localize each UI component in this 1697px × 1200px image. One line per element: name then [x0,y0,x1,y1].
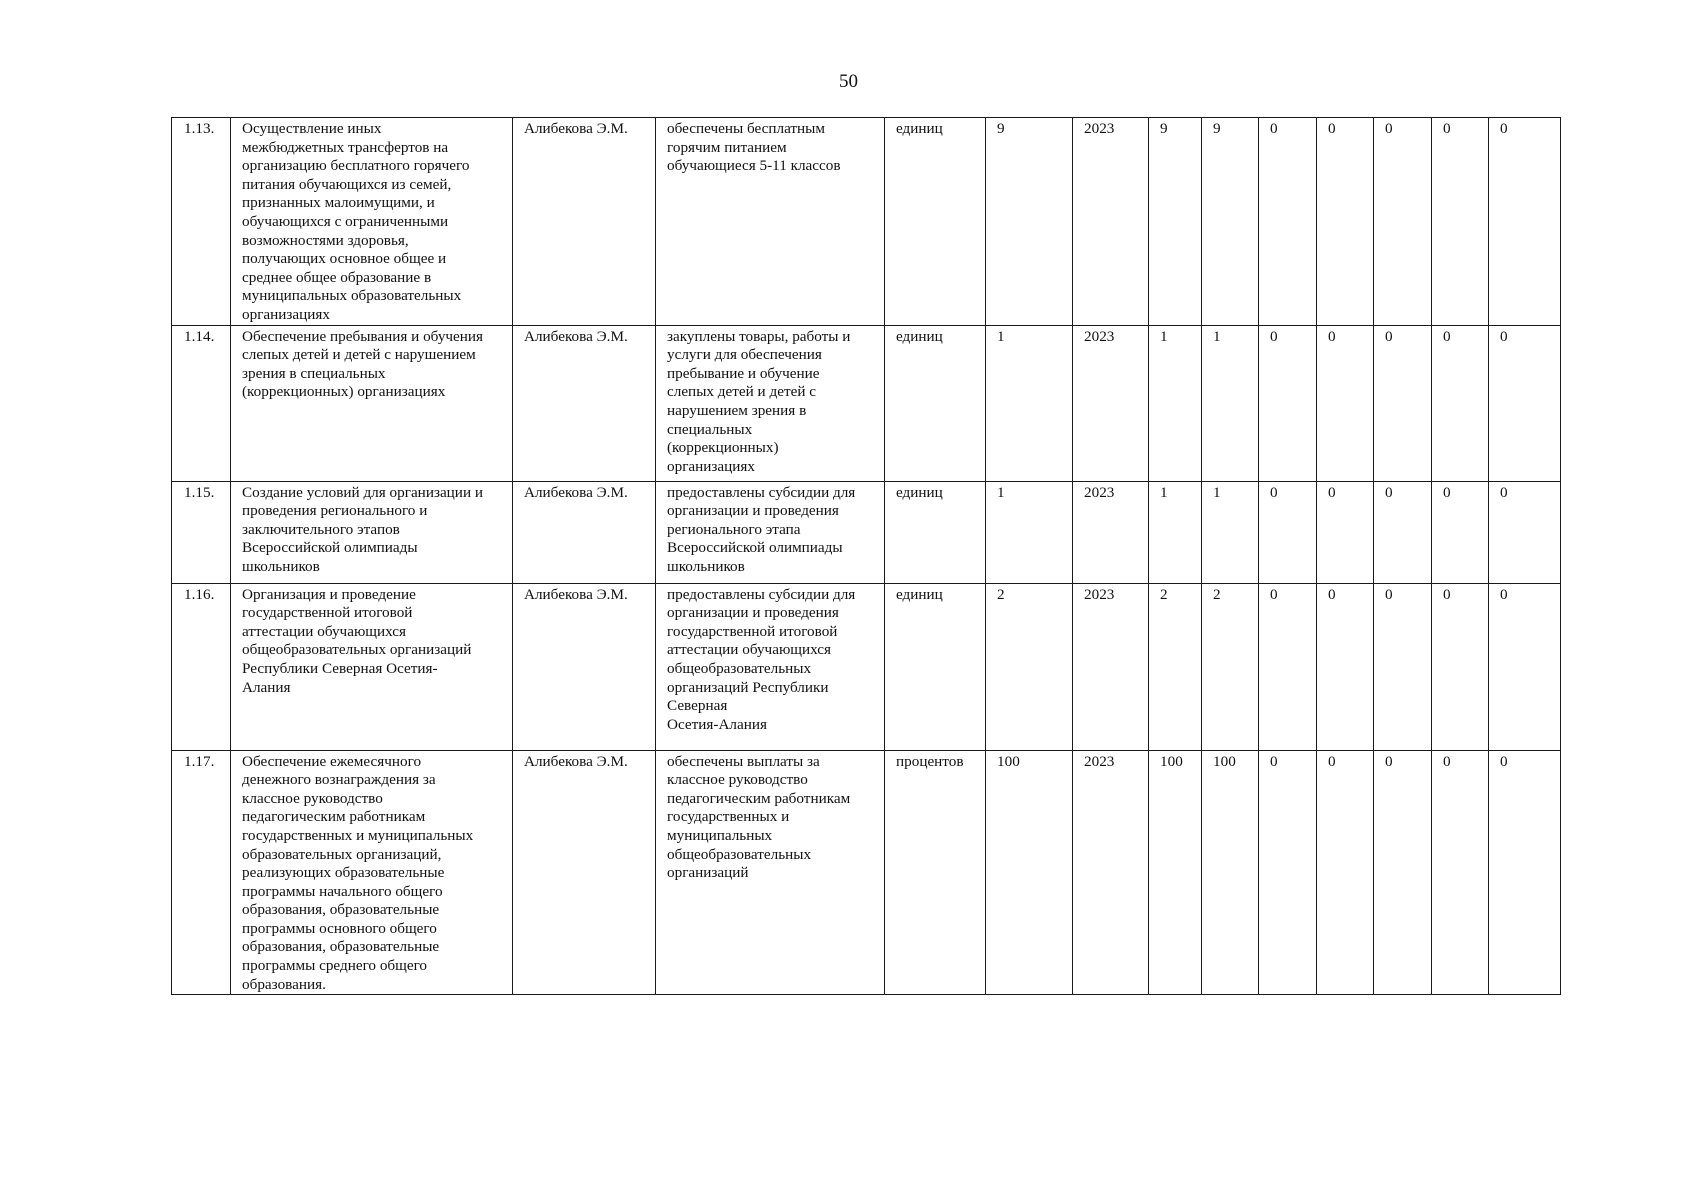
value-cell: 100 [1149,750,1202,995]
value-cell: 0 [1489,750,1561,995]
table-row [172,481,1561,583]
value-cell: 1 [1149,481,1202,583]
value-cell: 0 [1489,583,1561,750]
value-cell: 100 [1202,750,1259,995]
value-cell: 0 [1317,583,1374,750]
base-year: 2023 [1073,583,1149,750]
unit-of-measure: единиц [885,325,986,481]
value-cell: 0 [1259,750,1317,995]
event-name: Обеспечение ежемесячного денежного вознаграждения за классное руководство педагогическим работникам государственных и муниципальных образовательных организаций, реализующих образовательные программы начального общего образования, образовательные программы основного общего образования, образовательные программы среднего общего образования. [231,750,513,995]
event-name: Осуществление иных межбюджетных трансфертов на организацию бесплатного горячего питания обучающихся из семей, признанных малоимущими, и обучающихся с ограниченными возможностями здоровья, получающих основное общее и среднее общее образование в муниципальных образовательных организациях [231,118,513,326]
responsible-person: Алибекова Э.М. [513,583,656,750]
value-cell: 1 [1202,481,1259,583]
base-value: 9 [986,118,1073,326]
value-cell: 0 [1432,325,1489,481]
value-cell: 0 [1374,325,1432,481]
row-number: 1.17. [172,750,231,995]
expected-result: закуплены товары, работы и услуги для обеспечения пребывание и обучение слепых детей и детей с нарушением зрения в специальных (коррекционных) организациях [656,325,885,481]
expected-result: предоставлены субсидии для организации и проведения регионального этапа Всероссийской олимпиады школьников [656,481,885,583]
base-value: 100 [986,750,1073,995]
unit-of-measure: единиц [885,481,986,583]
event-name: Обеспечение пребывания и обучения слепых детей и детей с нарушением зрения в специальных (коррекционных) организациях [231,325,513,481]
page-number: 50 [839,71,858,92]
table-row [172,750,1561,995]
value-cell: 0 [1489,481,1561,583]
base-year: 2023 [1073,750,1149,995]
value-cell: 0 [1374,583,1432,750]
value-cell: 2 [1149,583,1202,750]
responsible-person: Алибекова Э.М. [513,325,656,481]
responsible-person: Алибекова Э.М. [513,481,656,583]
row-number: 1.15. [172,481,231,583]
base-value: 1 [986,481,1073,583]
row-number: 1.16. [172,583,231,750]
value-cell: 0 [1432,750,1489,995]
value-cell: 0 [1489,118,1561,326]
table-row [172,118,1561,326]
responsible-person: Алибекова Э.М. [513,750,656,995]
value-cell: 0 [1317,325,1374,481]
value-cell: 0 [1374,118,1432,326]
value-cell: 0 [1259,481,1317,583]
event-name: Создание условий для организации и проведения регионального и заключительного этапов Всероссийской олимпиады школьников [231,481,513,583]
value-cell: 0 [1489,325,1561,481]
value-cell: 0 [1317,750,1374,995]
value-cell: 0 [1432,583,1489,750]
value-cell: 0 [1317,481,1374,583]
value-cell: 9 [1149,118,1202,326]
value-cell: 9 [1202,118,1259,326]
value-cell: 0 [1259,325,1317,481]
measures-table [171,117,1561,995]
expected-result: обеспечены выплаты за классное руководство педагогическим работникам государственных и муниципальных общеобразовательных организаций [656,750,885,995]
base-year: 2023 [1073,118,1149,326]
table-row [172,583,1561,750]
expected-result: предоставлены субсидии для организации и проведения государственной итоговой аттестации обучающихся общеобразовательных организаций Республики Северная Осетия-Алания [656,583,885,750]
value-cell: 0 [1374,750,1432,995]
base-value: 2 [986,583,1073,750]
table-body [172,118,1561,995]
responsible-person: Алибекова Э.М. [513,118,656,326]
base-year: 2023 [1073,325,1149,481]
expected-result: обеспечены бесплатным горячим питанием обучающиеся 5-11 классов [656,118,885,326]
value-cell: 0 [1259,118,1317,326]
base-year: 2023 [1073,481,1149,583]
event-name: Организация и проведение государственной итоговой аттестации обучающихся общеобразовательных организаций Республики Северная Осетия- Алания [231,583,513,750]
value-cell: 0 [1432,118,1489,326]
value-cell: 0 [1317,118,1374,326]
unit-of-measure: единиц [885,118,986,326]
row-number: 1.13. [172,118,231,326]
row-number: 1.14. [172,325,231,481]
value-cell: 0 [1259,583,1317,750]
value-cell: 1 [1149,325,1202,481]
table-row [172,325,1561,481]
value-cell: 2 [1202,583,1259,750]
value-cell: 1 [1202,325,1259,481]
value-cell: 0 [1432,481,1489,583]
unit-of-measure: процентов [885,750,986,995]
base-value: 1 [986,325,1073,481]
unit-of-measure: единиц [885,583,986,750]
value-cell: 0 [1374,481,1432,583]
